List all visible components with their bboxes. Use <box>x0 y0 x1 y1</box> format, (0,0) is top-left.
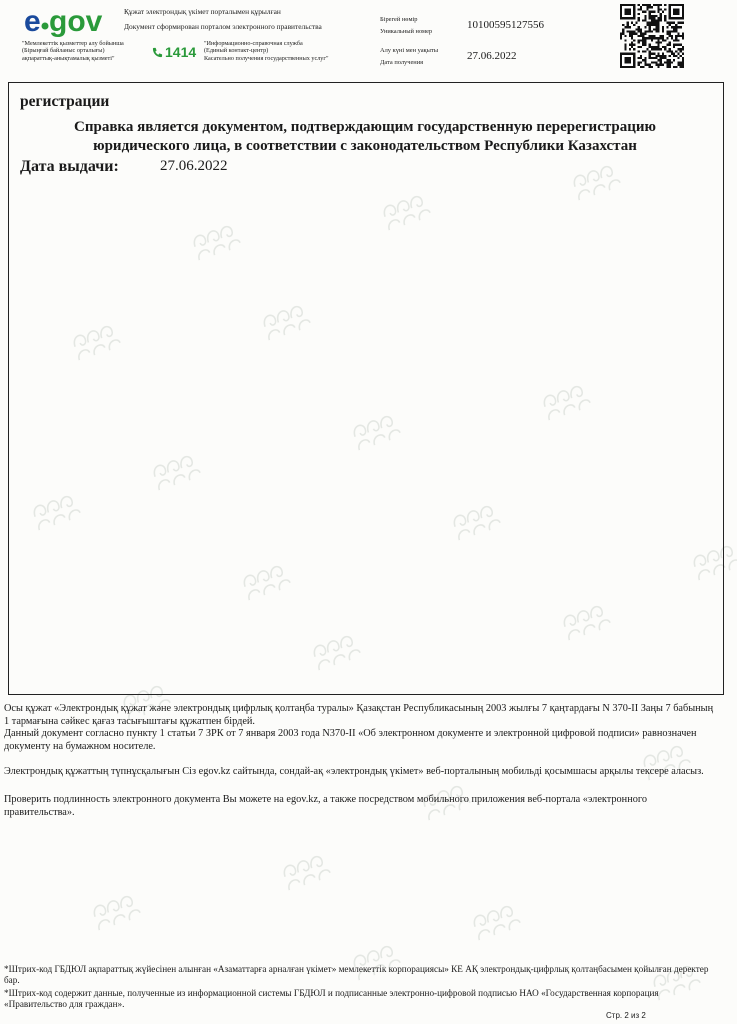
contact-center-number: 1414 <box>165 44 197 60</box>
registration-word: регистрации <box>20 93 110 110</box>
unique-number-label-kz: Бірегей нөмір <box>380 16 418 23</box>
unique-number-label-ru: Уникальный номер <box>380 28 433 35</box>
watermark-ornament <box>85 883 147 937</box>
service-info-kz: "Мемлекеттік қызметтер алу бойынша (Бірыңғай байланыс орталығы) ақпараттық-анықтамалық қызметі" <box>22 40 124 62</box>
svg-text:e: e <box>24 5 41 38</box>
law-note-ru: Данный документ согласно пункту 1 статьи 7 ЗРК от 7 января 2003 года N370-II «Об электронном документе и электронной цифровой подписи» равнозначен документу на бумажном носителе. <box>4 728 697 752</box>
receipt-date-value: 27.06.2022 <box>467 50 517 62</box>
issue-date-label: Дата выдачи: <box>20 158 119 175</box>
verification-note-kz: Электрондық құжаттың түпнұсқалығын Сіз egov.kz сайтында, сондай-ақ «электрондық үкімет» веб-порталының мобильді қосымшасы арқылы тексере аласыз. <box>4 766 704 777</box>
service-info-ru: "Информационно-справочная служба (Единый контакт-центр) Касательно получения государственных услуг" <box>204 40 329 62</box>
egov-logo <box>22 4 118 38</box>
header-title-kz: Құжат электрондық үкімет порталымен құрылған <box>124 7 281 16</box>
law-note-kz: Осы құжат «Электрондық құжат және электрондық цифрлық қолтаңба туралы» Қазақстан Республикасының 2003 жылғы 7 қаңтардағы N 370-II Заңы 7 бабының 1 тармағына сәйкес қағаз тасығыштағы құжатпен бірдей. <box>4 703 714 727</box>
certificate-statement: Справка является документом, подтверждающим государственную перерегистрацию юридического лица, в соответствии с законодательством Республики Казахстан <box>74 119 656 154</box>
issue-date-value: 27.06.2022 <box>160 158 228 174</box>
header-title-ru: Документ сформирован порталом электронного правительства <box>124 22 322 31</box>
svg-text:gov: gov <box>49 5 103 38</box>
receipt-date-label-kz: Алу күні мен уақыты <box>380 47 439 54</box>
unique-number-value: 10100595127556 <box>467 19 544 31</box>
qr-code <box>620 4 684 68</box>
barcode-note-ru: *Штрих-код содержит данные, полученные из информационной системы ГБДЮЛ и подписанные электронно-цифровой подписью НАО «Государственная корпорация «Правительство для граждан». <box>4 988 659 1009</box>
watermark-ornament <box>275 843 337 897</box>
barcode-note-kz: *Штрих-код ГБДЮЛ ақпараттық жүйесінен алынған «Азаматтарға арналған үкімет» мемлекеттік корпорациясы» КЕ АҚ электрондық-цифрлық қолтаңбасымен қойылған деректер бар. <box>4 964 709 985</box>
watermark-ornament <box>465 893 527 947</box>
phone-icon <box>152 47 163 58</box>
receipt-date-label-ru: Дата получения <box>380 59 424 66</box>
page-number: Стр. 2 из 2 <box>606 1011 646 1020</box>
verification-note-ru: Проверить подлинность электронного документа Вы можете на egov.kz, а также посредством мобильного приложения веб-портала «электронного правительства». <box>4 794 647 818</box>
